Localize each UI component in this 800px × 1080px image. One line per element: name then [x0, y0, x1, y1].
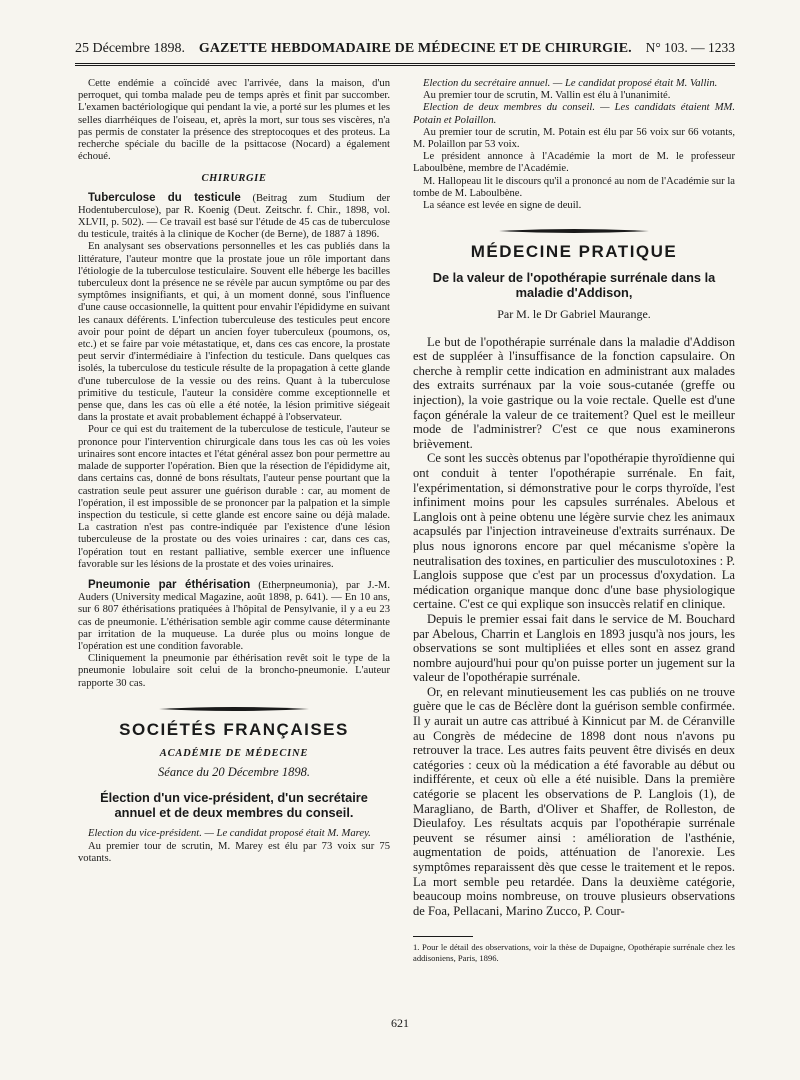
article-paragraph: Or, en relevant minutieusement les cas publiés on ne trouve guère que le cas de Béclère dont la guérison semble confirmée. Il y aurait un autre cas attribué à Kinnicut par M. de Céranville au Congrès de médecine de 1898 dont nous n'avons pu retrouver la trace. Les autres faits peuvent être divisés en deux catégories : ceux où la médication a été favorable au début ou indifférente, et ceux où elle a été nuisible. Dans la première catégorie se placent les observations de P. Langlois (1), de Maragliano, de Barth, d'Oliver et Shaffer, de Rolleston, de Dieulafoy. Les résultats acquis par l'opothérapie surrénale peuvent se résumer ainsi : amélioration de l'asthénie, augmentation de poids, atténuation de l'anorexie. Les symptômes reparaissent dès que cesse le traitement et le repos. La mort semble peu retardée. Dans la deuxième catégorie, beaucoup moins nombreuse, on trouve plusieurs observations de Foa, Pellacani, Marino Zucco, P. Cour- [413, 684, 735, 918]
tuberculose-paragraph [78, 192, 390, 242]
seance-date: Séance du 20 Décembre 1898. [158, 765, 310, 780]
header-journal-title: GAZETTE HEBDOMADAIRE DE MÉDECINE ET DE CHIRURGIE. [198, 41, 632, 56]
tuberculose-p3: Pour ce qui est du traitement de la tuberculose de testicule, l'auteur se prononce pour l'intervention chirurgicale dans tous les cas où les voies urinaires sont encore intactes et l'état général assez bon pour permettre au malade de supporter l'opération. Bien que la résection de l'épididyme ait, dans certains cas, donné de bons résultats, l'auteur pense pourtant que la castration seule peut assurer une guérison durable : car, au moment de l'opération, il est impossible de se prononcer par la palpation et la simple inspection du testicule, si cette glande est encore saine ou déjà malade. La castration n'est pas contre-indiquée par l'existence d'une lésion tuberculeuse de la prostate ou des voies urinaires : car, dans ces cas, l'opération tout en restant palliative, semble exercer une influence favorable sur les lésions de la prostate et des voies urinaires. [78, 424, 390, 570]
article-paragraph: Le but de l'opothérapie surrénale dans la maladie d'Addison est de suppléer à l'insuffisance de la fonction capsulaire. On cherche à remplir cette indication en administrant aux malades des extraits surrénaux par la voie sous-cutanée (greffe ou injection), la voie gastrique ou la voie rectale. Quelle est d'une façon générale la valeur de ce traitement? Quel est le meilleur mode de l'administrer? C'est ce que nous examinerons brièvement. [413, 334, 735, 451]
article-author: Par M. le Dr Gabriel Maurange. [497, 307, 651, 322]
tuberculose-p2: En analysant ses observations personnelles et les cas publiés dans la littérature, l'auteur montre que la prostate joue un rôle important dans l'étiologie de la tuberculose testiculaire. Souvent elle héberge les bacilles tuberculeux dont la présence ne se révèle par aucun symptôme ou par des symptômes insignifiants, et qui, à un moment donné, sous l'influence d'une cause occasionnelle, la quittent pour envahir l'épididyme en suivant les canaux déférents. L'infection tuberculeuse des testicules peut encore avoir pour point de départ un ancien foyer tuberculeux (poumons, os, etc.) et se faire par voie métastatique, et, dans ces cas encore, la prostate peut servir d'intermédiaire à l'infection du testicule. Dans quelques cas isolés, la tuberculose du testicule résulte de la propagation à cette glande d'une tuberculose de la vessie ou des reins. Quant à la tuberculose primitive du testicule, l'auteur la considère comme exceptionnelle et pense que, dans les cas où elle a été notée, la lésion primitive siégeait dans la prostate et avait probablement échappé à l'observateur. [78, 241, 390, 424]
right-column [413, 78, 735, 963]
election-vp: Election du vice-président. — Le candidat proposé était M. Marey. [88, 828, 371, 840]
ornament-divider [159, 704, 309, 714]
page-number: 621 [391, 1016, 409, 1030]
announcement-death: Le président annonce à l'Académie la mort de M. le professeur Laboulbène, membre de l'Académie. [413, 151, 735, 175]
medecine-pratique-heading: MÉDECINE PRATIQUE [470, 242, 678, 262]
election-vp-result: Au premier tour de scrutin, M. Marey est élu par 73 voix sur 75 votants. [78, 840, 390, 864]
election-conseil-result: Au premier tour de scrutin, M. Potain est élu par 56 voix sur 66 votants, M. Polaillon par 53 voix. [413, 126, 735, 151]
academie-heading: ACADÉMIE DE MÉDECINE [159, 747, 309, 759]
ornament-divider-right [499, 226, 649, 236]
footnote: 1. Pour le détail des observations, voir la thèse de Dupaigne, Opothérapie surrénale chez les addisoniens, Paris, 1896. [413, 942, 735, 963]
article-paragraph: Ce sont les succès obtenus par l'opothérapie thyroïdienne qui ont conduit à tenter l'opothérapie surrénale. En fait, l'expérimentation, si démonstrative pour le corps thyroïde, l'est infiniment moins pour les capsules surrénales. Abelous et Langlois ont à peine obtenu une légère survie chez les animaux acapsulés par l'injection intraveineuse d'extraits surrénaux. De plus nous ignorons encore par quel mécanisme s'opère la neutralisation des toxines, en particulier des musculotoxines : P. Langlois suppose que c'est par un processus d'oxydation. La médication organique manque donc d'une base physiologique certaine. C'est ce qui explique son insuccès relatif en clinique. [413, 451, 735, 612]
header-issue-number: N° 103. — 1233 [645, 40, 735, 55]
article-paragraph: Depuis le premier essai fait dans le service de M. Bouchard par Abelous, Charrin et Langlois en 1893 jusqu'à nos jours, les observations se sont multipliées et elles sont en assez grand nombre aujourd'hui pour qu'on puisse porter un jugement sur la valeur de l'opothérapie surrénale. [413, 611, 735, 685]
election-conseil: Election de deux membres du conseil. — Les candidats étaient MM. Potain et Polaillon. [413, 102, 735, 126]
intro-paragraph: Cette endémie a coïncidé avec l'arrivée, dans la maison, d'un perroquet, qui tomba malade peu de temps après et finit par succomber. L'examen bactériologique qui pendant la vie, a porté sur les plumes et les selles diarrhéiques de l'oiseau, et, après la mort, sur tous ses viscères, n'a pas permis de constater la présence des streptocoques et des proteus. La recherche spéciale du bacille de la psittacose (Nocard) a également échoué. [78, 78, 390, 163]
election-heading: Élection d'un vice-président, d'un secrétaire annuel et de deux membres du conseil. [100, 790, 368, 821]
election-secretaire-result: Au premier tour de scrutin, M. Vallin est élu à l'unanimité. [423, 90, 671, 102]
societes-heading: SOCIÉTÉS FRANÇAISES [119, 719, 349, 739]
announcement-discours: M. Hallopeau lit le discours qu'il a prononcé au nom de l'Académie sur la tombe de M. Laboulbène. [413, 175, 735, 199]
pneumonie-lead: Pneumonie par éthérisation [88, 578, 251, 591]
article-title: De la valeur de l'opothérapie surrénale dans la maladie d'Addison, [432, 270, 716, 301]
header-rule [75, 63, 735, 66]
tuberculose-ref: (Beitrag zum Studium der Hodentuberculose), par R. Koenig (Deut. Zeitschr. f. Chir., 1898, vol. XLVII, p. 502). — Ce travail est basé sur l'étude de 45 cas de tuberculose du testicule, traités à la clinique de Kocher (de Berne), de 1887 à 1896. [78, 192, 390, 241]
pneumonie-paragraph [78, 579, 390, 653]
tuberculose-lead: Tuberculose du testicule [88, 191, 241, 204]
election-secretaire: Election du secrétaire annuel. — Le candidat proposé était M. Vallin. [423, 78, 718, 89]
running-header [75, 40, 735, 62]
pneumonie-p2: Cliniquement la pneumonie par éthérisation revêt soit le type de la pneumonie lobulaire soit celui de la broncho-pneumonie. L'auteur rapporte 30 cas. [78, 653, 390, 689]
footnote-rule [413, 936, 473, 937]
section-chirurgie: CHIRURGIE [201, 173, 267, 185]
seance-levee: La séance est levée en signe de deuil. [423, 200, 582, 212]
left-column [78, 78, 390, 865]
header-date: 25 Décembre 1898. [75, 41, 186, 56]
pneumonie-ref: (Etherpneumonia), par J.-M. Auders (University medical Magazine, août 1898, p. 641). — En 10 ans, sur 6 807 éthérisations pratiquées à l'hôpital de Pensylvanie, il y a eu 23 cas de pneumonie. L'éthérisation semble agir comme cause déterminante par irritation de la muqueuse. La durée plus ou moins longue de l'opération est une condition favorable. [78, 579, 390, 652]
article-body [413, 335, 735, 919]
